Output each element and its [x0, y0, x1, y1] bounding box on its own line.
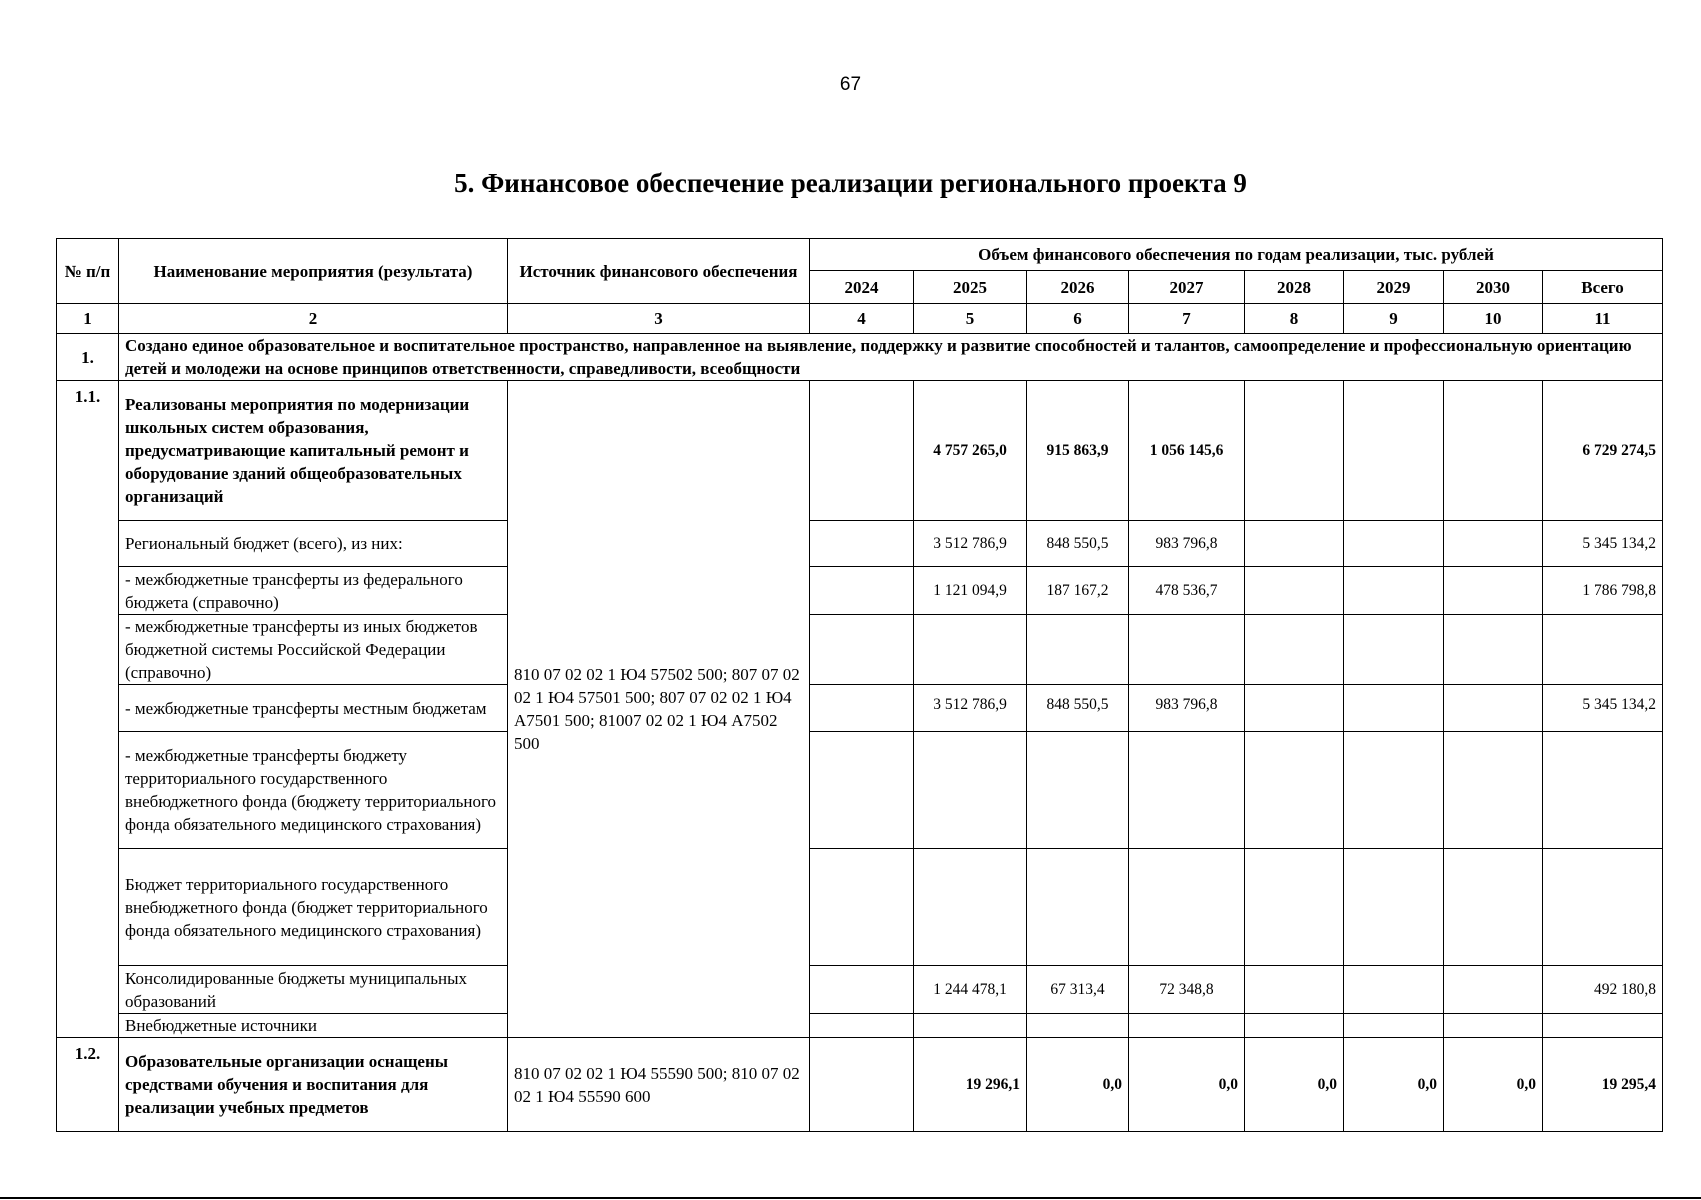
value-2024 — [810, 966, 914, 1014]
value-2028 — [1245, 615, 1344, 685]
value-2027: 983 796,8 — [1129, 685, 1245, 732]
value-2029 — [1344, 685, 1444, 732]
value-2024 — [810, 685, 914, 732]
column-number: 5 — [914, 304, 1027, 334]
value-2025: 4 757 265,0 — [914, 381, 1027, 521]
value-2025 — [914, 732, 1027, 849]
item-name: Бюджет территориального государственного внебюджетного фонда (бюджет территориального фонда обязательного медицинского страхования) — [119, 849, 508, 966]
header-year-2027: 2027 — [1129, 271, 1245, 304]
value-2025: 19 296,1 — [914, 1038, 1027, 1132]
value-2029: 0,0 — [1344, 1038, 1444, 1132]
value-2024 — [810, 1038, 914, 1132]
header-name: Наименование мероприятия (результата) — [119, 239, 508, 304]
value-2029 — [1344, 966, 1444, 1014]
value-2026: 915 863,9 — [1027, 381, 1129, 521]
value-2026: 67 313,4 — [1027, 966, 1129, 1014]
header-year-2025: 2025 — [914, 271, 1027, 304]
value-2025 — [914, 849, 1027, 966]
value-2024 — [810, 567, 914, 615]
value-2026: 0,0 — [1027, 1038, 1129, 1132]
value-2030: 0,0 — [1444, 1038, 1543, 1132]
value-2028 — [1245, 567, 1344, 615]
item-name: - межбюджетные трансферты местным бюджетам — [119, 685, 508, 732]
header-year-2029: 2029 — [1344, 271, 1444, 304]
section-number: 1. — [57, 334, 119, 381]
value-total: 6 729 274,5 — [1543, 381, 1663, 521]
page-number: 67 — [839, 74, 862, 95]
column-number: 3 — [508, 304, 810, 334]
item-name: Региональный бюджет (всего), из них: — [119, 521, 508, 567]
value-total: 1 786 798,8 — [1543, 567, 1663, 615]
value-2027: 1 056 145,6 — [1129, 381, 1245, 521]
value-2030 — [1444, 685, 1543, 732]
value-total — [1543, 732, 1663, 849]
column-number: 1 — [57, 304, 119, 334]
value-2024 — [810, 521, 914, 567]
table-row — [57, 966, 1663, 1014]
table-row — [57, 567, 1663, 615]
header-year-2026: 2026 — [1027, 271, 1129, 304]
value-2025 — [914, 615, 1027, 685]
header-num: № п/п — [57, 239, 119, 304]
funding-source: 810 07 02 02 1 Ю4 57502 500; 807 07 02 02 1 Ю4 57501 500; 807 07 02 02 1 Ю4 А7501 500; 81007 02 02 1 Ю4 А7502 500 — [508, 381, 810, 1038]
value-2028 — [1245, 521, 1344, 567]
value-2030 — [1444, 732, 1543, 849]
value-total — [1543, 615, 1663, 685]
value-2027 — [1129, 615, 1245, 685]
value-2025: 1 121 094,9 — [914, 567, 1027, 615]
value-2026 — [1027, 732, 1129, 849]
table-row — [57, 1014, 1663, 1038]
value-2026: 848 550,5 — [1027, 521, 1129, 567]
value-2028 — [1245, 849, 1344, 966]
value-2027 — [1129, 732, 1245, 849]
value-2028 — [1245, 381, 1344, 521]
column-number-row — [57, 304, 1663, 334]
table-row — [57, 849, 1663, 966]
table-row — [57, 381, 1663, 521]
header-source: Источник финансового обеспечения — [508, 239, 810, 304]
item-name: - межбюджетные трансферты бюджету территориального государственного внебюджетного фонда (бюджету территориального фонда обязательного медицинского страхования) — [119, 732, 508, 849]
document-title: 5. Финансовое обеспечение реализации регионального проекта 9 — [454, 168, 1247, 198]
value-total: 492 180,8 — [1543, 966, 1663, 1014]
value-2030 — [1444, 966, 1543, 1014]
item-name: - межбюджетные трансферты из иных бюджетов бюджетной системы Российской Федерации (справочно) — [119, 615, 508, 685]
table-row — [57, 1038, 1663, 1132]
section-row — [57, 334, 1663, 381]
financing-table — [56, 238, 1663, 1132]
column-number: 7 — [1129, 304, 1245, 334]
value-2028 — [1245, 685, 1344, 732]
header-total: Всего — [1543, 271, 1663, 304]
column-number: 6 — [1027, 304, 1129, 334]
value-2029 — [1344, 381, 1444, 521]
value-2024 — [810, 849, 914, 966]
value-2024 — [810, 732, 914, 849]
header-year-2030: 2030 — [1444, 271, 1543, 304]
value-2024 — [810, 1014, 914, 1038]
value-2026: 187 167,2 — [1027, 567, 1129, 615]
value-2030 — [1444, 615, 1543, 685]
value-2026 — [1027, 615, 1129, 685]
value-2030 — [1444, 1014, 1543, 1038]
column-number: 9 — [1344, 304, 1444, 334]
value-2024 — [810, 381, 914, 521]
table-row — [57, 685, 1663, 732]
value-2027: 983 796,8 — [1129, 521, 1245, 567]
table-row — [57, 732, 1663, 849]
value-2025: 3 512 786,9 — [914, 685, 1027, 732]
value-total: 5 345 134,2 — [1543, 685, 1663, 732]
value-2026 — [1027, 849, 1129, 966]
header-year-2024: 2024 — [810, 271, 914, 304]
value-2029 — [1344, 615, 1444, 685]
value-2029 — [1344, 1014, 1444, 1038]
value-total: 19 295,4 — [1543, 1038, 1663, 1132]
value-2028 — [1245, 732, 1344, 849]
item-name: Консолидированные бюджеты муниципальных образований — [119, 966, 508, 1014]
value-total — [1543, 1014, 1663, 1038]
value-2027: 478 536,7 — [1129, 567, 1245, 615]
value-2028: 0,0 — [1245, 1038, 1344, 1132]
page-bottom-edge — [0, 1197, 1701, 1199]
value-2029 — [1344, 567, 1444, 615]
value-total — [1543, 849, 1663, 966]
value-2025: 1 244 478,1 — [914, 966, 1027, 1014]
section-title: Создано единое образовательное и воспитательное пространство, направленное на выявление, поддержку и развитие способностей и талантов, самоопределение и профессиональную ориентацию детей и молодежи на основе принципов ответственности, справедливости, всеобщности — [119, 334, 1663, 381]
value-2026: 848 550,5 — [1027, 685, 1129, 732]
value-2027: 0,0 — [1129, 1038, 1245, 1132]
value-2028 — [1245, 1014, 1344, 1038]
column-number: 8 — [1245, 304, 1344, 334]
header-volume: Объем финансового обеспечения по годам реализации, тыс. рублей — [810, 239, 1663, 271]
row-number: 1.1. — [57, 381, 119, 1038]
value-2027 — [1129, 849, 1245, 966]
column-number: 4 — [810, 304, 914, 334]
value-2030 — [1444, 567, 1543, 615]
value-2025: 3 512 786,9 — [914, 521, 1027, 567]
column-number: 11 — [1543, 304, 1663, 334]
value-2030 — [1444, 849, 1543, 966]
value-2029 — [1344, 521, 1444, 567]
value-2028 — [1245, 966, 1344, 1014]
column-number: 2 — [119, 304, 508, 334]
value-2030 — [1444, 381, 1543, 521]
value-2027: 72 348,8 — [1129, 966, 1245, 1014]
item-name: Реализованы мероприятия по модернизации школьных систем образования, предусматривающие капитальный ремонт и оборудование зданий общеобразовательных организаций — [119, 381, 508, 521]
table-row — [57, 521, 1663, 567]
value-2025 — [914, 1014, 1027, 1038]
item-name: Образовательные организации оснащены средствами обучения и воспитания для реализации учебных предметов — [119, 1038, 508, 1132]
item-name: Внебюджетные источники — [119, 1014, 508, 1038]
table-row — [57, 615, 1663, 685]
column-number: 10 — [1444, 304, 1543, 334]
value-2026 — [1027, 1014, 1129, 1038]
value-2029 — [1344, 849, 1444, 966]
funding-source: 810 07 02 02 1 Ю4 55590 500; 810 07 02 02 1 Ю4 55590 600 — [508, 1038, 810, 1132]
value-2030 — [1444, 521, 1543, 567]
value-2027 — [1129, 1014, 1245, 1038]
value-2029 — [1344, 732, 1444, 849]
header-year-2028: 2028 — [1245, 271, 1344, 304]
item-name: - межбюджетные трансферты из федерального бюджета (справочно) — [119, 567, 508, 615]
value-2024 — [810, 615, 914, 685]
value-total: 5 345 134,2 — [1543, 521, 1663, 567]
row-number: 1.2. — [57, 1038, 119, 1132]
